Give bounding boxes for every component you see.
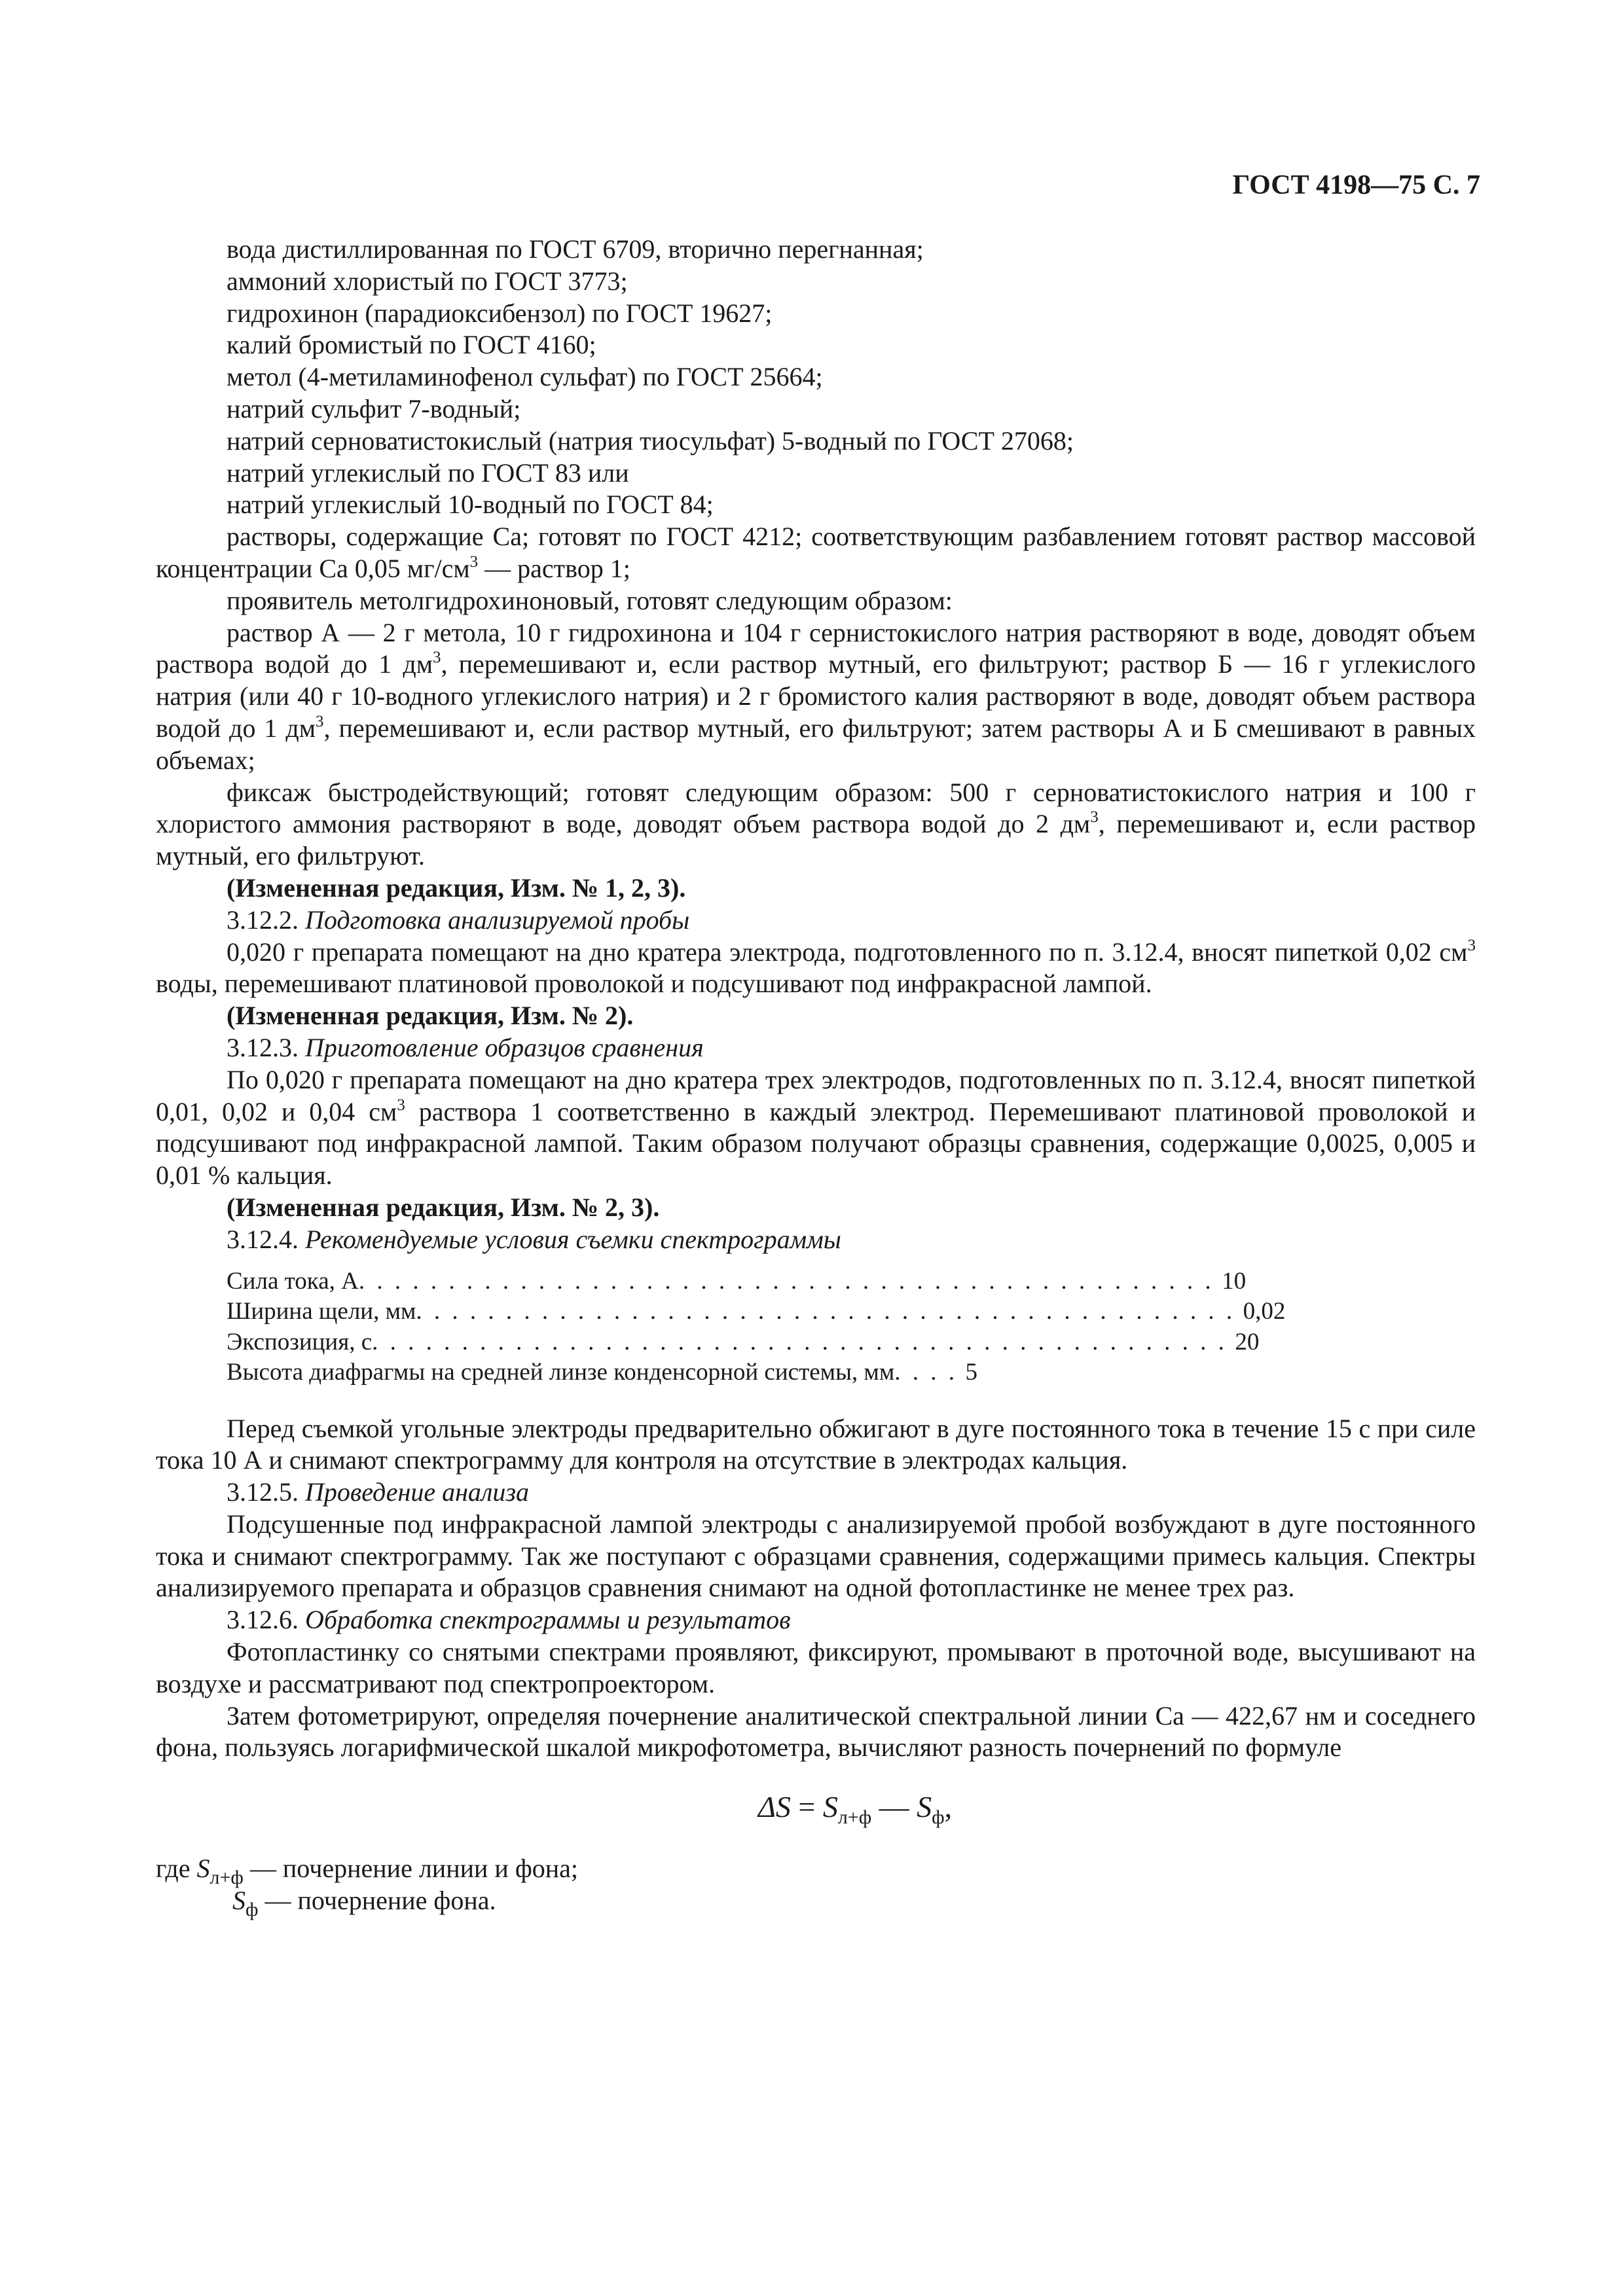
amendment-note: (Измененная редакция, Изм. № 2). (227, 1001, 634, 1031)
processing-paragraph: Фотопластинку со снятыми спектрами проявляют, фиксируют, промывают в проточной воде, высушивают на воздухе и рассматривают под спектропроектором. (156, 1637, 1476, 1698)
formula-legend-line: $S_ф$ — почернение фона. (232, 1886, 496, 1921)
reagent-item: вода дистиллированная по ГОСТ 6709, вторично перегнанная; (227, 234, 924, 264)
section-heading-3124: 3.12.4. Рекомендуемые условия съемки спектрограммы (227, 1224, 841, 1254)
solutions-paragraph: растворы, содержащие Са; готовят по ГОСТ 4212; соответствующим разбавлением готовят раствор массовой концентрации Са 0,05 $мг/см^3$ — раствор 1; (156, 522, 1476, 583)
reagent-item: метол (4-метиламинофенол сульфат) по ГОСТ 25664; (227, 362, 823, 392)
developer-intro: проявитель метолгидрохиноновый, готовят следующим образом: (227, 585, 953, 615)
photometry-paragraph: Затем фотометрируют, определяя почернение аналитической спектральной линии Са — 422,67 нм и соседнего фона, пользуясь логарифмической шкалой микрофотометра, вычисляют разность почернений по формуле (156, 1700, 1476, 1763)
amendment-note: (Измененная редакция, Изм. № 1, 2, 3). (227, 872, 686, 903)
developer-paragraph: раствор А — 2 г метола, 10 г гидрохинона и 104 г сернистокислого натрия растворяют в воде, доводят объем раствора водой до 1 $дм^3$, перемешивают и, если раствор мутный, его фильтруют; раствор Б — 16 г углекислого натрия (или 40 г 10-водного углекислого натрия) и 2 г бромистого калия растворяют в воде, доводят объем раствора водой до 1 $дм^3$, перемешивают и, если раствор мутный, его фильтруют; затем растворы А и Б смешивают в равных объемах; (156, 617, 1476, 775)
density-difference-formula: $\Delta S = S_{л+ф}$ — $S_ф$, (757, 1790, 953, 1829)
fixer-paragraph: фиксаж быстродействующий; готовят следующим образом: 500 г серноватистокислого натрия и 100 г хлористого аммония растворяют в воде, доводят объем раствора водой до 2 $дм^3$, перемешивают и, если раствор мутный, его фильтруют. (156, 777, 1476, 871)
condition-row: Экспозиция, с . . . . . . . . . . . . . . . . . . . . . . . . . . . . . . . . . . . . . . . . . . . . . . . . 20 (227, 1328, 1260, 1355)
section-heading-3126: 3.12.6. Обработка спектрограммы и результатов (227, 1605, 791, 1635)
reagent-item: натрий углекислый 10-водный по ГОСТ 84; (227, 490, 714, 520)
amendment-note: (Измененная редакция, Изм. № 2, 3). (227, 1192, 660, 1222)
conditions-list (227, 1266, 1476, 1388)
condition-row: Сила тока, А . . . . . . . . . . . . . . . . . . . . . . . . . . . . . . . . . . . . . . . . . . . . . . . . 10 (227, 1267, 1247, 1295)
page-header: ГОСТ 4198—75 С. 7 (1232, 170, 1480, 200)
formula-legend-line: где $S_{л+ф}$ — почернение линии и фона; (156, 1854, 579, 1889)
reagent-item: аммоний хлористый по ГОСТ 3773; (227, 266, 628, 296)
section-heading-3122: 3.12.2. Подготовка анализируемой пробы (227, 905, 690, 935)
sample-prep-paragraph: 0,020 г препарата помещают на дно кратера электрода, подготовленного по п. 3.12.4, вносят пипеткой 0,02 $см^3$ воды, перемешивают платиновой проволокой и подсушивают под инфракрасной лампой. (156, 936, 1476, 999)
reagent-item: натрий углекислый по ГОСТ 83 или (227, 457, 629, 488)
document-body (156, 234, 1476, 1921)
section-heading-3125: 3.12.5. Проведение анализа (227, 1477, 529, 1507)
electrode-prep-paragraph: Перед съемкой угольные электроды предварительно обжигают в дуге постоянного тока в течение 15 с при силе тока 10 А и снимают спектрограмму для контроля на отсутствие в электродах кальция. (156, 1413, 1476, 1475)
reagent-item: гидрохинон (парадиоксибензол) по ГОСТ 19627; (227, 298, 773, 328)
reagent-item: натрий серноватистокислый (натрия тиосульфат) 5-водный по ГОСТ 27068; (227, 425, 1074, 456)
analysis-paragraph: Подсушенные под инфракрасной лампой электроды с анализируемой пробой возбуждают в дуге постоянного тока и снимают спектрограмму. Так же поступают с образцами сравнения, содержащими примесь кальция. Спектры анализируемого препарата и образцов сравнения снимают на одной фотопластинке не менее трех раз. (156, 1509, 1476, 1603)
condition-row: Ширина щели, мм . . . . . . . . . . . . . . . . . . . . . . . . . . . . . . . . . . . . . . . . . . . . . . 0,02 (227, 1298, 1286, 1325)
section-heading-3123: 3.12.3. Приготовление образцов сравнения (227, 1032, 704, 1062)
reagent-item: натрий сульфит 7-водный; (227, 393, 521, 423)
reference-prep-paragraph: По 0,020 г препарата помещают на дно кратера трех электродов, подготовленных по п. 3.12.4, вносят пипеткой 0,01, 0,02 и 0,04 $см^3$ раствора 1 соответственно в каждый электрод. Перемешивают платиновой проволокой и подсушивают под инфракрасной лампой. Таким образом получают образцы сравнения, содержащие 0,0025, 0,005 и 0,01 % кальция. (156, 1064, 1476, 1191)
condition-row: Высота диафрагмы на средней линзе конденсорной системы, мм . . . . 5 (227, 1359, 978, 1386)
reagent-item: калий бромистый по ГОСТ 4160; (227, 330, 596, 360)
